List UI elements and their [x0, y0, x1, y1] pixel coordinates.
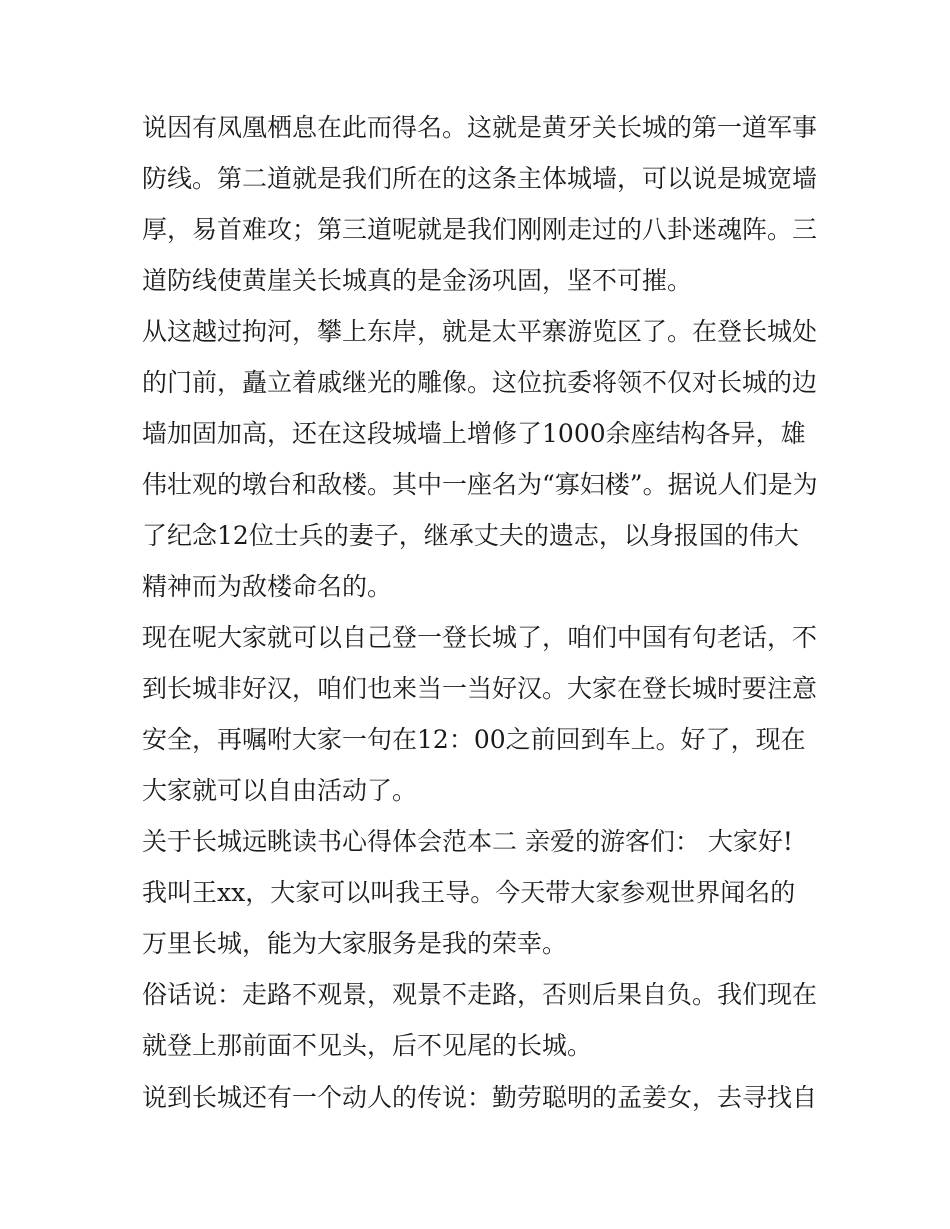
text-line-20: 说到长城还有一个动人的传说：勤劳聪明的孟姜女，去寻找自	[142, 1083, 818, 1112]
text-line-16: 我叫王xx，大家可以叫我王导。今天带大家参观世界闻名的	[142, 878, 796, 907]
text-line-1: 说因有凤凰栖息在此而得名。这就是黄牙关长城的第一道军事	[142, 113, 818, 142]
text-line-11: 现在呢大家就可以自己登一登长城了，咱们中国有句老话，不	[142, 623, 818, 652]
text-line-12: 到长城非好汉，咱们也来当一当好汉。大家在登长城时要注意	[142, 674, 818, 703]
text-line-13: 安全，再嘱咐大家一句在12：00之前回到车上。好了，现在	[142, 725, 806, 754]
text-line-19: 就登上那前面不见头，后不见尾的长城。	[142, 1031, 593, 1060]
text-line-18: 俗话说：走路不观景，观景不走路，否则后果自负。我们现在	[142, 980, 818, 1009]
text-line-17: 万里长城，能为大家服务是我的荣幸。	[142, 929, 568, 958]
text-line-8: 伟壮观的墩台和敌楼。其中一座名为“寡妇楼”。据说人们是为	[142, 470, 818, 499]
text-line-10: 精神而为敌楼命名的。	[142, 572, 393, 601]
text-line-15: 关于长城远眺读书心得体会范本二 亲爱的游客们： 大家好!	[142, 827, 793, 856]
text-line-5: 从这越过拘河，攀上东岸，就是太平寨游览区了。在登长城处	[142, 317, 818, 346]
text-line-6: 的门前，矗立着戚继光的雕像。这位抗委将领不仅对长城的边	[142, 368, 818, 397]
text-line-2: 防线。第二道就是我们所在的这条主体城墙，可以说是城宽墙	[142, 164, 818, 193]
text-line-9: 了纪念12位士兵的妻子，继承丈夫的遗志，以身报国的伟大	[142, 521, 799, 550]
text-line-14: 大家就可以自由活动了。	[142, 776, 418, 805]
text-line-3: 厚，易首难攻；第三道呢就是我们刚刚走过的八卦迷魂阵。三	[142, 215, 818, 244]
text-line-4: 道防线使黄崖关长城真的是金汤巩固，坚不可摧。	[142, 266, 693, 295]
text-line-7: 墙加固加高，还在这段城墙上增修了1000余座结构各异，雄	[142, 419, 806, 448]
